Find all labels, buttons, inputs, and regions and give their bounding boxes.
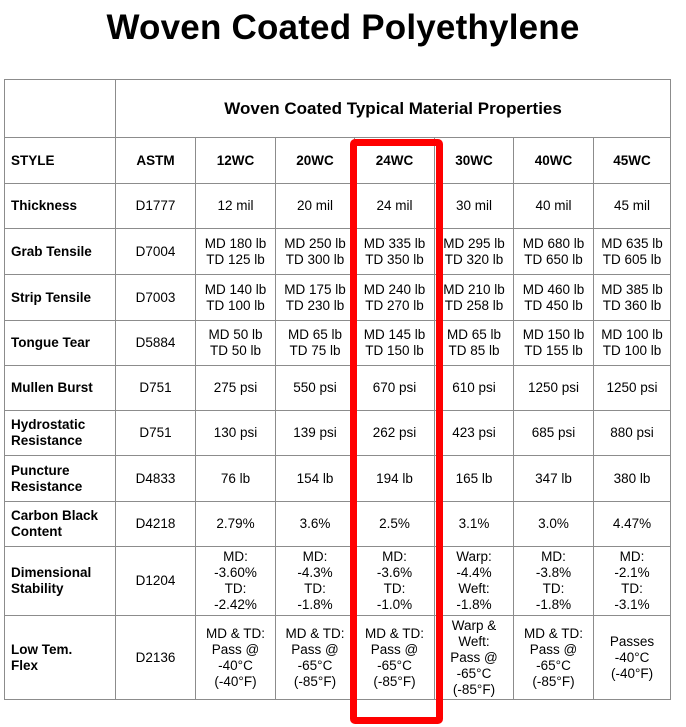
cell-line: -2.42% [214,597,257,612]
cell-line: TD 450 lb [524,297,583,313]
page-title: Woven Coated Polyethylene [106,8,580,47]
cell-line: 12 mil [217,198,254,213]
material-properties-table [4,79,671,700]
value-cell [355,184,435,229]
cell-line: 76 lb [220,470,251,486]
cell-line: MD 140 lb [204,281,267,297]
cell-line: -3.1% [614,597,650,612]
cell-line: 20 mil [296,198,333,213]
cell-line: MD 150 lb [522,327,585,342]
table-caption: Woven Coated Typical Material Properties [116,80,671,138]
cell-line: Pass @ [370,641,419,657]
cell-line: 139 psi [293,425,337,440]
cell-line: 347 lb [535,470,572,486]
value-cell [594,229,671,275]
table-row [5,502,671,547]
cell-line: 45 mil [614,198,651,213]
value-cell [435,321,514,366]
header-cell: 20WC [276,138,355,184]
cell-line: MD 65 lb [446,327,502,342]
cell-line: -1.8% [535,597,572,612]
value-cell [514,229,594,275]
row-label [5,321,116,366]
cell-line: 275 psi [213,380,258,395]
header-cell: 30WC [435,138,514,184]
cell-line: -4.3% [297,565,333,580]
cell-line: 610 psi [452,380,496,395]
row-label [5,616,116,700]
cell-line: TD 155 lb [524,343,583,358]
corner-cell [5,80,116,138]
value-cell [355,456,435,502]
cell-line: 165 lb [455,470,493,486]
cell-line: TD 125 lb [206,251,265,267]
cell-line: TD 350 lb [365,251,424,267]
cell-line: Tongue Tear [11,335,91,350]
cell-line: MD 145 lb [363,327,426,342]
value-cell [276,616,355,700]
cell-line: MD 680 lb [522,235,585,251]
value-cell [196,456,276,502]
cell-line: MD 460 lb [522,281,585,297]
astm-code: D4218 [116,502,196,547]
value-cell [435,616,514,700]
cell-line: Hydrostatic [11,417,86,432]
cell-line: 670 psi [372,380,417,395]
cell-line: MD 385 lb [601,281,663,297]
value-cell [594,366,671,411]
value-cell [514,366,594,411]
cell-line: 685 psi [531,425,576,440]
cell-line: Weft: [458,581,490,596]
cell-line: TD: [304,581,326,596]
value-cell [276,411,355,456]
cell-line: MD: [302,549,328,564]
value-cell [435,366,514,411]
cell-line: Low Tem. [11,641,73,657]
cell-line: Resistance [11,478,83,494]
cell-line: Weft: [458,633,490,649]
value-cell [514,275,594,321]
cell-line: 2.5% [379,516,410,531]
cell-line: 262 psi [372,425,417,440]
value-cell [594,502,671,547]
cell-line: MD 100 lb [601,327,663,342]
value-cell [594,321,671,366]
cell-line: MD 295 lb [443,235,505,251]
cell-line: TD: [383,581,406,596]
cell-line: Stability [11,581,64,596]
value-cell [196,229,276,275]
row-label [5,275,116,321]
cell-line: -1.8% [456,597,492,612]
cell-line: TD 50 lb [209,343,262,358]
value-cell [514,184,594,229]
cell-line: Warp & [451,617,497,633]
cell-line: MD 240 lb [363,281,426,297]
value-cell [196,616,276,700]
astm-code: D7004 [116,229,196,275]
row-label [5,547,116,616]
value-cell [594,184,671,229]
astm-code: D4833 [116,456,196,502]
cell-line: Dimensional [11,565,92,580]
value-cell [196,547,276,616]
value-cell [435,275,514,321]
cell-line: (-85°F) [532,673,575,689]
astm-code: D751 [116,411,196,456]
value-cell [196,184,276,229]
cell-line: MD & TD: [523,625,583,641]
header-row [5,138,671,184]
cell-line: MD & TD: [364,625,424,641]
value-cell [435,502,514,547]
value-cell [514,411,594,456]
value-cell [355,616,435,700]
cell-line: Passes [609,633,655,649]
cell-line: 30 mil [455,198,492,213]
cell-line: -2.1% [614,565,650,580]
cell-line: Pass @ [450,649,498,665]
value-cell [594,456,671,502]
cell-line: 4.47% [612,516,652,531]
cell-line: MD 635 lb [601,235,663,251]
cell-line: TD: [224,581,247,596]
cell-line: -1.0% [376,597,413,612]
cell-line: (-85°F) [452,681,496,697]
cell-line: -3.8% [535,565,572,580]
value-cell [435,547,514,616]
cell-line: TD: [621,581,643,596]
value-cell [196,502,276,547]
cell-line: TD 230 lb [285,297,345,313]
table-row [5,321,671,366]
cell-line: -65°C [536,657,571,673]
value-cell [594,547,671,616]
value-cell [276,502,355,547]
cell-line: 3.6% [299,516,331,531]
cell-line: 423 psi [452,425,496,440]
table-row [5,411,671,456]
cell-line: MD 210 lb [443,281,505,297]
cell-line: Grab Tensile [11,243,92,259]
value-cell [435,229,514,275]
cell-line: Content [11,524,62,539]
value-cell [196,366,276,411]
value-cell [514,616,594,700]
cell-line: -4.4% [456,565,492,580]
value-cell [355,547,435,616]
table-row [5,275,671,321]
value-cell [594,411,671,456]
header-cell: 45WC [594,138,671,184]
value-cell [514,547,594,616]
cell-line: Resistance [11,433,83,448]
row-label [5,456,116,502]
cell-line: 3.1% [458,516,490,531]
table-row [5,366,671,411]
cell-line: MD 50 lb [208,327,263,342]
cell-line: 1250 psi [527,380,580,395]
cell-line: MD 250 lb [284,235,346,251]
header-cell: 24WC [355,138,435,184]
cell-line: Thickness [11,198,78,213]
cell-line: Puncture [11,462,70,478]
cell-line: -40°C [614,649,650,665]
astm-code: D751 [116,366,196,411]
cell-line: TD 360 lb [602,297,662,313]
value-cell [355,229,435,275]
cell-line: Carbon Black [11,508,99,523]
value-cell [196,321,276,366]
cell-line: MD & TD: [205,625,265,641]
cell-line: Flex [11,657,39,673]
cell-line: 550 psi [293,380,337,395]
header-cell: ASTM [116,138,196,184]
cell-line: MD: [541,549,566,564]
value-cell [276,456,355,502]
cell-line: (-40°F) [610,665,654,681]
cell-line: 1250 psi [606,380,658,395]
cell-line: TD 300 lb [285,251,345,267]
cell-line: MD 175 lb [284,281,346,297]
cell-line: MD 335 lb [363,235,426,251]
cell-line: TD 258 lb [444,297,504,313]
cell-line: TD 320 lb [444,251,504,267]
cell-line: 3.0% [538,516,569,531]
row-label [5,366,116,411]
cell-line: -65°C [377,657,412,673]
value-cell [514,456,594,502]
row-label [5,184,116,229]
header-cell: 12WC [196,138,276,184]
row-label [5,411,116,456]
cell-line: 40 mil [535,198,572,213]
value-cell [435,184,514,229]
cell-line: TD 605 lb [602,251,662,267]
cell-line: (-40°F) [214,673,257,689]
cell-line: -3.60% [214,565,257,580]
value-cell [435,411,514,456]
value-cell [276,366,355,411]
value-cell [355,366,435,411]
cell-line: TD 75 lb [289,343,341,358]
cell-line: Pass @ [211,641,260,657]
astm-code: D7003 [116,275,196,321]
value-cell [514,321,594,366]
cell-line: 130 psi [213,425,258,440]
cell-line: MD: [223,549,248,564]
table-row [5,184,671,229]
cell-line: 880 psi [610,425,654,440]
cell-line: -1.8% [297,597,333,612]
value-cell [276,184,355,229]
cell-line: Warp: [456,549,492,564]
cell-line: TD: [542,581,565,596]
cell-line: MD: [382,549,407,564]
value-cell [276,321,355,366]
table-row [5,547,671,616]
astm-code: D1204 [116,547,196,616]
header-cell: 40WC [514,138,594,184]
cell-line: TD 650 lb [524,251,583,267]
cell-line: MD 180 lb [204,235,267,251]
table-row [5,616,671,700]
cell-line: -40°C [218,657,253,673]
cell-line: TD 150 lb [365,343,424,358]
value-cell [355,502,435,547]
value-cell [594,275,671,321]
cell-line: MD 65 lb [287,327,343,342]
value-cell [196,411,276,456]
value-cell [276,229,355,275]
cell-line: -3.6% [376,565,413,580]
header-cell: STYLE [5,138,116,184]
cell-line: -65°C [456,665,492,681]
cell-line: TD 100 lb [602,343,662,358]
astm-code: D2136 [116,616,196,700]
cell-line: Pass @ [291,641,339,657]
caption-row [5,80,671,138]
cell-line: 154 lb [296,470,334,486]
table-row [5,456,671,502]
cell-line: (-85°F) [293,673,337,689]
value-cell [355,321,435,366]
value-cell [276,275,355,321]
cell-line: Pass @ [529,641,578,657]
cell-line: Strip Tensile [11,289,92,305]
value-cell [276,547,355,616]
cell-line: 194 lb [376,470,413,486]
cell-line: TD 85 lb [448,343,500,358]
cell-line: (-85°F) [373,673,416,689]
value-cell [435,456,514,502]
cell-line: MD & TD: [285,625,345,641]
cell-line: 380 lb [613,470,651,486]
value-cell [514,502,594,547]
value-cell [355,411,435,456]
cell-line: MD: [619,549,645,564]
cell-line: 24 mil [376,198,413,213]
value-cell [355,275,435,321]
value-cell [594,616,671,700]
table-row [5,229,671,275]
row-label [5,229,116,275]
cell-line: TD 100 lb [206,297,265,313]
row-label [5,502,116,547]
cell-line: TD 270 lb [365,297,424,313]
cell-line: Mullen Burst [11,380,93,395]
cell-line: -65°C [297,657,333,673]
value-cell [196,275,276,321]
astm-code: D1777 [116,184,196,229]
cell-line: 2.79% [216,516,255,531]
astm-code: D5884 [116,321,196,366]
